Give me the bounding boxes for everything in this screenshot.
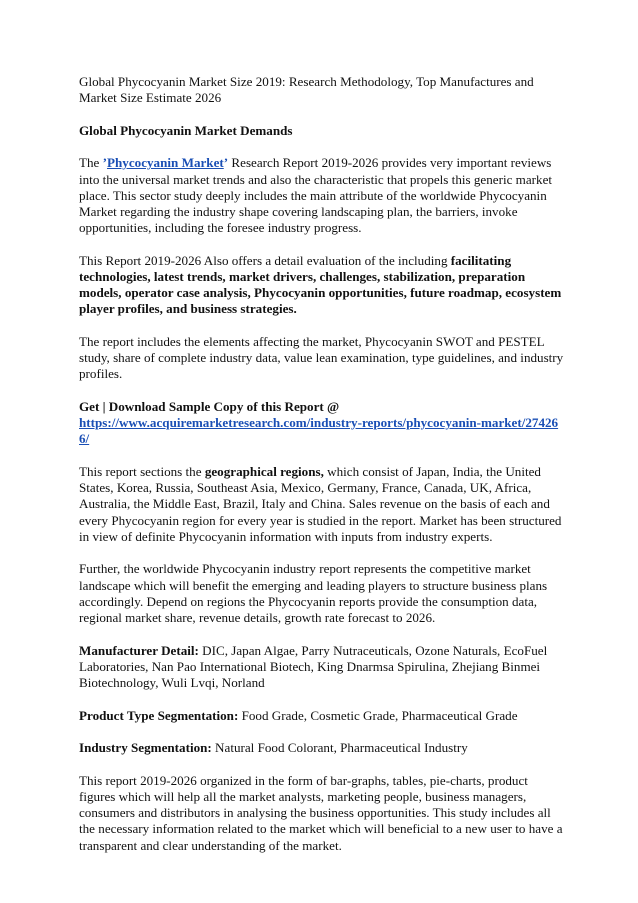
regions-pre: This report sections the xyxy=(79,464,205,479)
product-type-paragraph xyxy=(79,708,565,724)
sample-report-url-link[interactable]: https://www.acquiremarketresearch.com/industry-reports/phycocyanin-market/274266/ xyxy=(79,415,559,447)
industry-value: Natural Food Colorant, Pharmaceutical Industry xyxy=(211,740,468,756)
download-block xyxy=(79,399,565,448)
download-label: Get | Download Sample Copy of this Report @ xyxy=(79,399,340,414)
report-offers-pre: This Report 2019-2026 Also offers a detail evaluation of the including xyxy=(79,252,451,268)
manufacturer-label: Manufacturer Detail: xyxy=(79,642,199,658)
intro-pre: The xyxy=(79,155,103,171)
regions-paragraph xyxy=(79,464,565,545)
regions-post: which consist of Japan, India, the United States, Korea, Russia, Southeast Asia, Mexico, Germany, France, Canada, UK, Africa, Australia, the Middle East, Brazil, Italy and China. Sales revenue on the basis of each and every Phycocyanin region for every year is studied in the report. Market has been structured in view of definite Phycocyanin information with inputs from industry experts. xyxy=(79,464,562,544)
closing-paragraph: This report 2019-2026 organized in the form of bar-graphs, tables, pie-charts, product figures which will help all the market analysts, marketing people, business managers, consumers and distributors in analysing the business opportunities. This study includes all the necessary information related to the market which will beneficial to a new user to have a transparent and clear understanding of the market. xyxy=(79,772,563,853)
report-offers-bold: facilitating technologies, latest trends, market drivers, challenges, stabilization, preparation models, operator case analysis, Phycocyanin opportunities, future roadmap, ecosystem player profiles, and business strategies. xyxy=(79,252,562,317)
section-heading: Global Phycocyanin Market Demands xyxy=(79,122,293,138)
industry-label: Industry Segmentation: xyxy=(79,740,212,756)
industry-paragraph xyxy=(79,740,565,756)
product-type-label: Product Type Segmentation: xyxy=(79,707,239,723)
product-type-value: Food Grade, Cosmetic Grade, Pharmaceutical Grade xyxy=(238,707,518,723)
manufacturer-paragraph xyxy=(79,643,565,692)
manufacturer-value: DIC, Japan Algae, Parry Nutraceuticals, Ozone Naturals, EcoFuel Laboratories, Nan Pao International Biotech, King Dnarmsa Spirulina, Zhejiang Binmei Biotechnology, Wuli Lvqi, Norland xyxy=(79,642,548,691)
document-title: Global Phycocyanin Market Size 2019: Research Methodology, Top Manufactures and Market Size Estimate 2026 xyxy=(79,74,534,106)
link-close-quote: ’ xyxy=(223,155,229,171)
intro-paragraph xyxy=(79,155,565,236)
elements-paragraph: The report includes the elements affecting the market, Phycocyanin SWOT and PESTEL study, share of complete industry data, value lean examination, type guidelines, and industry profiles. xyxy=(79,334,564,382)
competitive-paragraph: Further, the worldwide Phycocyanin industry report represents the competitive market landscape which will benefit the emerging and leading players to structure business plans accordingly. Depend on regions the Phycocyanin reports provide the consumption data, regional market share, revenue details, growth rate forecast to 2026. xyxy=(79,561,548,626)
regions-bold: geographical regions, xyxy=(204,464,324,479)
phycocyanin-market-link[interactable]: Phycocyanin Market xyxy=(107,155,224,171)
link-open-quote: ’ xyxy=(102,155,108,171)
intro-post: Research Report 2019-2026 provides very important reviews into the universal market trends and also the characteristic that propels this generic market place. This sector study deeply includes the main attribute of the worldwide Phycocyanin Market regarding the industry shape covering landscaping plan, the barriers, invoke opportunities, including the foresee industry progress. xyxy=(79,155,553,236)
document-page xyxy=(79,74,565,870)
report-offers-paragraph xyxy=(79,253,565,318)
